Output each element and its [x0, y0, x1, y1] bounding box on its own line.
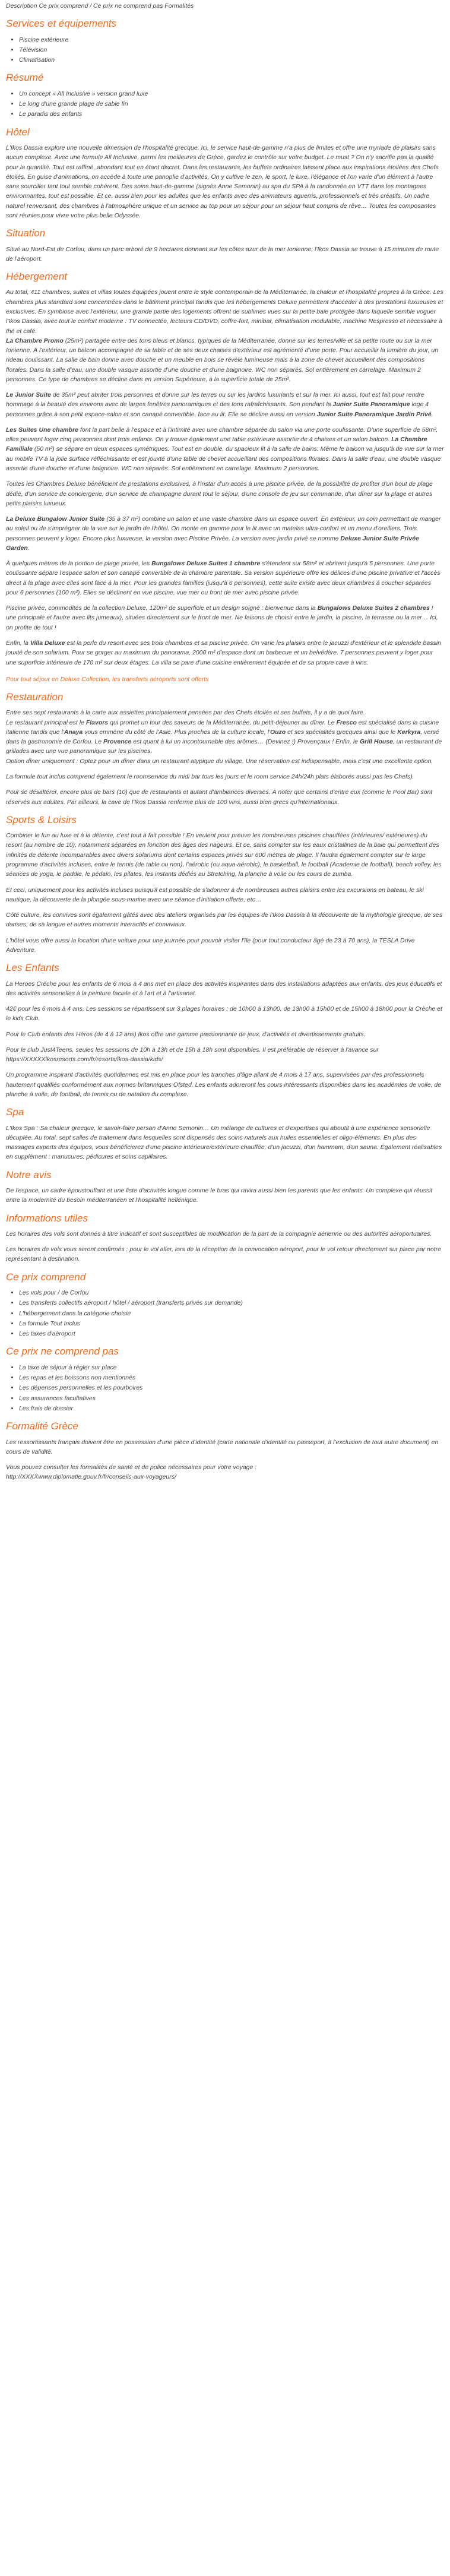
hebergement-paragraph [6, 425, 444, 473]
list-item: • Télévision [19, 45, 444, 55]
avis-text: De l'espace, un cadre époustouflant et une liste d'activités longue comme le bras qui ravira aussi bien les parents que les enfants. Un complexe qui réussit entre la modernité du besoin méditerranéen et l'hospitalité hellénique. [6, 1187, 433, 1204]
text: , versé dans la gastronomie de Corfou. Le [6, 728, 439, 746]
hebergement-paragraph: Toutes les Chambres Deluxe bénéficient de prestations exclusives, à l'instar d'un accès à une piscine privée, de la possibilité de profiter d'un bout de plage dédié, d'un service de conciergerie, d'un service de champagne durant tout le séjour, d'une console de jeu sur commande, d'un dîner sur la plage et autres petits plaisirs luxueux. [6, 480, 433, 507]
restaurant-name: Grill House [359, 738, 393, 746]
restaurant-name: Anaya [64, 728, 83, 736]
hebergement-paragraph [6, 559, 444, 597]
ne-comprend-list [6, 1363, 444, 1413]
list-item: • La formule Tout Inclus [19, 1319, 444, 1328]
text: Entre ses sept restaurants à la carte aux assiettes principalement pensées par des Chefs étoilés et ses buffets, il y a de quoi faire. [6, 709, 365, 717]
text: qui promet un tour des saveurs de la Méditerranée, du petit-déjeuner au dîner. Le [108, 719, 337, 726]
list-item: • Un concept « All Inclusive » version grand luxe [19, 89, 444, 99]
text: loge 4 personnes grâce à son petit espace-salon et son canapé convertible, face au lit. Elle se décline aussi en version [6, 401, 429, 418]
text: . [431, 410, 433, 418]
text: . [27, 544, 30, 552]
enfants-paragraph: Pour le Club enfants des Héros (de 4 à 12 ans) Ikos offre une gamme passionnante de jeux, d'activités et divertissements gratuits. [6, 1030, 366, 1038]
list-item: • Climatisation [19, 55, 444, 65]
text: s'étendent sur 58m² et abritent jusqu'à 5 personnes. Une porte coulissante sépare l'espace salon et son canapé convertible de la chambre parentale. Sa version supérieure offre les délices d'une piscine privative et l'accès direct à la plage avec elles sont face à la mer. Pour les grandes familles (jusqu'à 6 personnes), cette suite existe avec deux chambres à coucher séparées pour 6 personnes (100 m²). Elles se déclinent en vue piscine, vue mer ou front de mer avec piscine privée. [6, 560, 441, 596]
list-item: • Les vols pour / de Corfou [19, 1288, 444, 1298]
hotel-title: Hôtel [6, 126, 30, 138]
restaurant-name: Fresco [336, 719, 357, 726]
enfants-paragraph: La Heroes Crèche pour les enfants de 6 mois à 4 ans met en place des activités inspirantes dans des installations adaptées aux enfants, des jeux éducatifs et des activités sensorielles à la peinture faciale et à l'art et à l'artisanat. [6, 980, 442, 997]
ne-comprend-title: Ce prix ne comprend pas [6, 1346, 119, 1357]
text: (25m²) partagée entre des tons bleus et blancs, typiques de la Méditerranée, donne sur les terres/ville et sa petite route ou sur la mer Ionienne. À l'extérieur, un balcon accompagné de sa table et de ses deux chaises d'extérieur est agrémenté d'une porte. Pour accueillir la lumière du jour, un rideau coulissant. La salle de bain donne avec douche et un meuble en bois se révèle lumineuse mais à la zone de chevet accueillent des compositions florales. Dans la salle d'eau, une double vasque assortie d'une douche et d'une baignoire. WC non séparés. Sol entièrement en carrelage. Maximum 2 personnes. Ce type de chambres se décline dans en version Supérieure, à la superficie totale de 25m². [6, 337, 439, 383]
sports-paragraph: Combiner le fun au luxe et à la détente, c'est tout à fait possible ! En veulent pour preuve les nombreuses piscines chauffées (intérieures/ extérieures) du resort (au nombre de 10), notamment séparées en fonction des âges des nageurs. Et ce, sans compter sur les eaux cristallines de la baie qui permettent des infinités de détente incomparables avec divers solariums dont certains espaces privés sur 600 mètres de plage. Il faudra également compter sur le large programme d'activités incluses, entre le tennis (de table ou non), l'aérobic (ou aqua-aérobic), le basketball, le football (Academie de football), beach volley, les séances de yoga, le paddle, le pédalo, les pilates, les instants dédiés au Stretching, la planche à voile ou les cours de zumba. [6, 832, 442, 878]
comprend-title: Ce prix comprend [6, 1271, 86, 1283]
list-item: • Les assurances facultatives [19, 1394, 444, 1403]
resume-list [6, 89, 444, 119]
text: , un restaurant de grillades avec une vue panoramique sur les piscines. [6, 738, 442, 755]
text: est spécialisé dans la cuisine italienne tandis que l' [6, 719, 439, 736]
room-name: Deluxe Junior Suite Privée Garden [6, 534, 419, 552]
situation-text: Situé au Nord-Est de Corfou, dans un parc arboré de 9 hectares donnant sur les côtes azur de la mer Ionienne, l'Ikos Dassia se trouve à 15 minutes de route de l'aéroport. [6, 245, 439, 262]
list-item: • Le long d'une grande plage de sable fin [19, 99, 444, 109]
room-name: Bungalows Deluxe Suites 2 chambres [317, 605, 430, 612]
text: Au total, 411 chambres, suites et villas toutes équipées jouent entre le style contemporain de la Méditerranée, la chaleur et l'hospitalité propres à la Grèce. Les chambres plus standard sont concentrées dans le bâtiment principal tandis que les hébergements Deluxe permettent d'accéder à des prestations luxueuses et exclusives. En symbiose avec l'extérieur, une grande partie des logements offrent de sublimes vues sur la petite baie protégée dans laquelle semble voguer l'Ikos Dassia, avec tout le confort moderne : TV connectée, lecteurs CD/DVD, coffre-fort, minibar, climatisation modulable, machine Nespresso et nécessaire à thé et café. [6, 289, 443, 335]
text: ! une principale et l'autre avec lits jumeaux), situées directement sur le front de mer. Ne faisons de choisir entre le jardin, la piscine, la terrasse ou la mer… Ici, on profite de tout ! [6, 605, 438, 631]
text: est la perle du resort avec ses trois chambres et sa piscine privée. On varie les plaisirs entre le jacuzzi d'extérieur et le splendide bassin jouxté de son solarium. Pour se gorger au maximum du panorama, 2000 m² d'espace dont un barbecue et un belvédère. 7 personnes peuvent y loger pour une superficie intérieure de 170 m² sur deux étages. La villa se pare d'une cuisine entièrement équipée et de sa propre cave à vins. [6, 639, 441, 666]
spa-text: L'Ikos Spa : Sa chaleur grecque, le savoir-faire persan d'Anne Semonin… Un mélange de cultures et d'expertises qui aboutit à une expérience sensorielle décuplée. Au total, sept salles de traitement dans lesquelles sont dispensés des soins naturels aux huiles essentielles et oligo-éléments. En plus des massages experts des équipes, vous bénéficierez d'une piscine intérieure/extérieure chauffée, d'un jacuzzi, d'un hammam, d'un sauna. Également réalisables en supplément : manucures, pédicures et soins capillaires. [6, 1124, 442, 1161]
restaurant-name: Kerkyra [397, 728, 421, 736]
room-name: La Deluxe Bungalow Junior Suite [6, 515, 105, 523]
room-name: Villa Deluxe [30, 639, 65, 647]
room-name: La Chambre Promo [6, 337, 64, 344]
text: À quelques mètres de la portion de plage privée, les [6, 560, 152, 568]
resume-title: Résumé [6, 72, 44, 84]
restauration-paragraph: Pour se désaltérer, encore plus de bars (10) que de restaurants et autant d'ambiances diverses. À noter que certains d'entre eux (comme le Pool Bar) sont réservés aux adultes. Par ailleurs, la cave de l'Ikos Dassia renferme plus de 100 vins, aussi bien grecs qu'internationaux. [6, 789, 433, 806]
restaurant-name: Ouzo [270, 728, 286, 736]
comprend-list [6, 1288, 444, 1338]
services-title: Services et équipements [6, 18, 117, 30]
list-item: • Le paradis des enfants [19, 109, 444, 119]
sports-paragraph: Et ceci, uniquement pour les activités incluses puisqu'il est possible de s'adonner à de nombreuses autres plaisirs entre les excursions en bateau, le ski nautique, la découverte de la plongée sous-marine avec une séance d'initiation offerte, etc… [6, 886, 424, 903]
infos-title: Informations utiles [6, 1212, 88, 1224]
text: (35 à 37 m²) combine un salon et une vaste chambre dans un espace ouvert. En extérieur, un coin permettant de manger au soleil ou de s'imprégner de la vue sur le jardin de l'hôtel. On monte en gamme pour le lit avec un matelas ultra-confort et un menu d'oreillers. Trois personnes peuvent y loger. Encore plus luxueuse, la version avec Piscine Privée. La version avec jardin privé se nomme [6, 515, 441, 542]
room-name: Junior Suite Panoramique [332, 401, 410, 409]
list-item: • Les transferts collectifs aéroport / hôtel / aéroport (transferts privés sur demande) [19, 1298, 444, 1308]
enfants-paragraph: Un programme inspirant d'activités quotidiennes est mis en place pour les tranches d'âge allant de 4 mois à 17 ans, supervisées par des professionnels hautement qualifiés conformément aux normes britanniques Ofsted. Les enfants adoreront les cours intéressants disponibles dans les académies de voile, de planche à voile, de football, de tennis ou de natation du complexe. [6, 1071, 442, 1098]
formalite-paragraph: Les ressortissants français doivent être en possession d'une pièce d'identité (carte nationale d'identité ou passeport, à l'exclusion de tout autre document) en cours de validité. [6, 1438, 439, 1455]
hotel-text: L'Ikos Dassia explore une nouvelle dimension de l'hospitalité grecque. Ici, le service haut-de-gamme n'a plus de limites et offre une myriade de plaisirs sans aucun complexe. Avec une formule All Inclusive, parmi les meilleures de Grèce, gardez le contrôle sur votre budget. Le must ? On n'y sacrifie pas la qualité pour la quantité. Tout est raffiné, abondant tout en étant discret. Dans les restaurants, les buffets ordinaires laissent place aux inspirations étoilées des Chefs étoilés. En guise d'animations, on accède à toute une panoplie d'activités. On y cultive le zen, le sport, le luxe, l'élégance et l'on varie d'un élément à l'autre sans sourciller tant tout semble cohérent. Des soins haut-de-gamme (signés Anne Semonin) au spa du SPA à la randonnée en VTT dans les montagnes environnantes, tout est possible. Et ce, aussi bien pour les adultes que les enfants avec des animateurs aguerris, professionnels et très créatifs. Un cadre naturel renversant, des chambres à l'atmosphère unique et un service au top pour un séjour pour un séjour haut compris de rêve… Toutes les composantes sont réunies pour vivre votre plus belle Odyssée. [6, 144, 439, 219]
text: vous emmène du côté de l'Asie. Plus proches de la culture locale, l' [83, 728, 270, 736]
hebergement-paragraph [6, 603, 444, 632]
hebergement-title: Hébergement [6, 271, 68, 283]
text: et ses spécialités grecques ainsi que le [286, 728, 398, 736]
text: (50 m²) se sépare en deux espaces symétriques. Tout est en double, du spacieux lit à la salle de bains. Même le balcon va jusqu'à de vue sur la mer au mobile TV à la jolie surface réfléchissante et est jouxté d'une table de chevet accueillant des compositions florales. Dans la salle d'eau, une double vasque assortie d'une douche et d'une baignoire. WC non séparés. Sol entièrement en carrelage. Maximum 2 personnes. [6, 445, 444, 472]
list-item: • Les frais de dossier [19, 1404, 444, 1413]
sports-title: Sports & Loisirs [6, 814, 77, 825]
room-name: Junior Suite Panoramique Jardin Privé [316, 410, 432, 418]
deluxe-offer-note: Pour tout séjour en Deluxe Collection, les transferts aéroports sont offerts [6, 675, 209, 683]
spa-title: Spa [6, 1106, 24, 1118]
hebergement-paragraph [6, 638, 444, 667]
enfants-paragraph: 42€ pour les 6 mois à 4 ans. Les sessions se répartissent sur 3 plages horaires : de 10h00 à 13h00, de 13h00 à 15h00 et de 15h00 à 18h00 pour la Crèche et le kids Club. [6, 1005, 442, 1023]
room-name: Le Junior Suite [6, 391, 51, 399]
restaurant-name: Flavors [85, 719, 109, 726]
list-item: • Les dépenses personnelles et les pourboires [19, 1383, 444, 1393]
situation-title: Situation [6, 227, 46, 239]
room-name: Bungalows Deluxe Suites 1 chambre [151, 560, 261, 568]
restaurant-name: Provence [103, 738, 132, 746]
services-list [6, 35, 444, 65]
formalite-title: Formalité Grèce [6, 1420, 78, 1432]
restauration-paragraph: La formule tout inclus comprend également le roomservice du midi bar tous les jours et le room service 24h/24h plats élaborés aussi pas les Chefs). [6, 773, 414, 781]
room-name: La Chambre Familiale [6, 436, 427, 453]
text: Le restaurant principal est le [6, 719, 86, 726]
list-item: • La taxe de séjour à régler sur place [19, 1363, 444, 1372]
hebergement-paragraph [6, 390, 444, 419]
page-topline: Description Ce prix comprend / Ce prix ne comprend pas Formalités [6, 2, 194, 10]
text: Piscine privée, commodités de la collection Deluxe, 120m² de superficie et un design soigné : bienvenue dans la [6, 605, 318, 612]
hebergement-paragraph [6, 287, 444, 384]
avis-title: Notre avis [6, 1169, 52, 1181]
hebergement-paragraph [6, 514, 444, 553]
text: Enfin, la [6, 639, 30, 647]
restauration-paragraph [6, 708, 444, 766]
enfants-title: Les Enfants [6, 962, 59, 974]
text: de 35m² peut abriter trois personnes et donne sur les terres ou sur les jardins luxuriants et sur la mer. Ici aussi, tout est fait pour rendre hommage à la beauté des environs avec de larges fenêtres panoramiques et des tons rafraîchissants. Son pendant la [6, 391, 424, 409]
sports-paragraph: L'hôtel vous offre aussi la location d'une voiture pour une journée pour pouvoir visiter l'île (pour tout conducteur âgé de 23 à 70 ans), la TESLA Drive Adventure. [6, 936, 415, 954]
list-item: • Les taxes d'aéroport [19, 1329, 444, 1338]
text: Vous pouvez consulter les formalités de santé et de police nécessaires pour votre voyage : [6, 1464, 257, 1471]
list-item: • Les repas et les boissons non mentionnés [19, 1373, 444, 1382]
room-name: Les Suites Une chambre [6, 426, 78, 433]
restauration-title: Restauration [6, 691, 64, 703]
formalite-paragraph [6, 1463, 444, 1482]
list-item: • Piscine extérieure [19, 35, 444, 45]
text: est quant à lui un incontournable des arômes… (Devinez !) Provençaux ! Enfin, le [131, 738, 360, 746]
infos-paragraph: Les horaires de vols vous seront confirmés : pour le vol aller, lors de la réception de la convocation aéroport, pour le vol retour directement sur place par notre représentant à destination. [6, 1246, 442, 1263]
text: Option dîner uniquement : Optez pour un dîner dans un restaurant atypique du village. Une réservation est indispensable, mais c'est une excellente option. [6, 757, 433, 765]
diplomatie-link[interactable]: http://XXXXwww.diplomatie.gouv.fr/fr/conseils-aux-voyageurs/ [6, 1473, 176, 1481]
list-item: • L'hébergement dans la catégorie choisie [19, 1309, 444, 1318]
enfants-paragraph: Pour le club Just4Teens, seules les sessions de 10h à 13h et de 15h à 18h sont disponibles. Il est préférable de réserver à l'avance sur https://XXXXXikosresorts.com/fr/resorts/ikos-dassia/kids/ [6, 1046, 379, 1064]
infos-paragraph: Les horaires des vols sont donnés à titre indicatif et sont susceptibles de modification de la part de la compagnie aérienne ou des autorités aéroportuaires. [6, 1230, 432, 1238]
sports-paragraph: Côté culture, les convives sont également gâtés avec des ateliers organisés par les équipes de l'Ikos Dassia à la découverte de la mythologie grecque, de ses danses, de sa langue et autres moments interactifs et conviviaux. [6, 912, 443, 929]
text: font la part belle à l'espace et à l'intimité avec une chambre séparée du salon via une porte coulissante. D'une superficie de 58m², elles peuvent loger cinq personnes dont trois enfants. On y trouve également une table extérieure assortie de 4 chaises et un salon balcon. [6, 426, 438, 444]
